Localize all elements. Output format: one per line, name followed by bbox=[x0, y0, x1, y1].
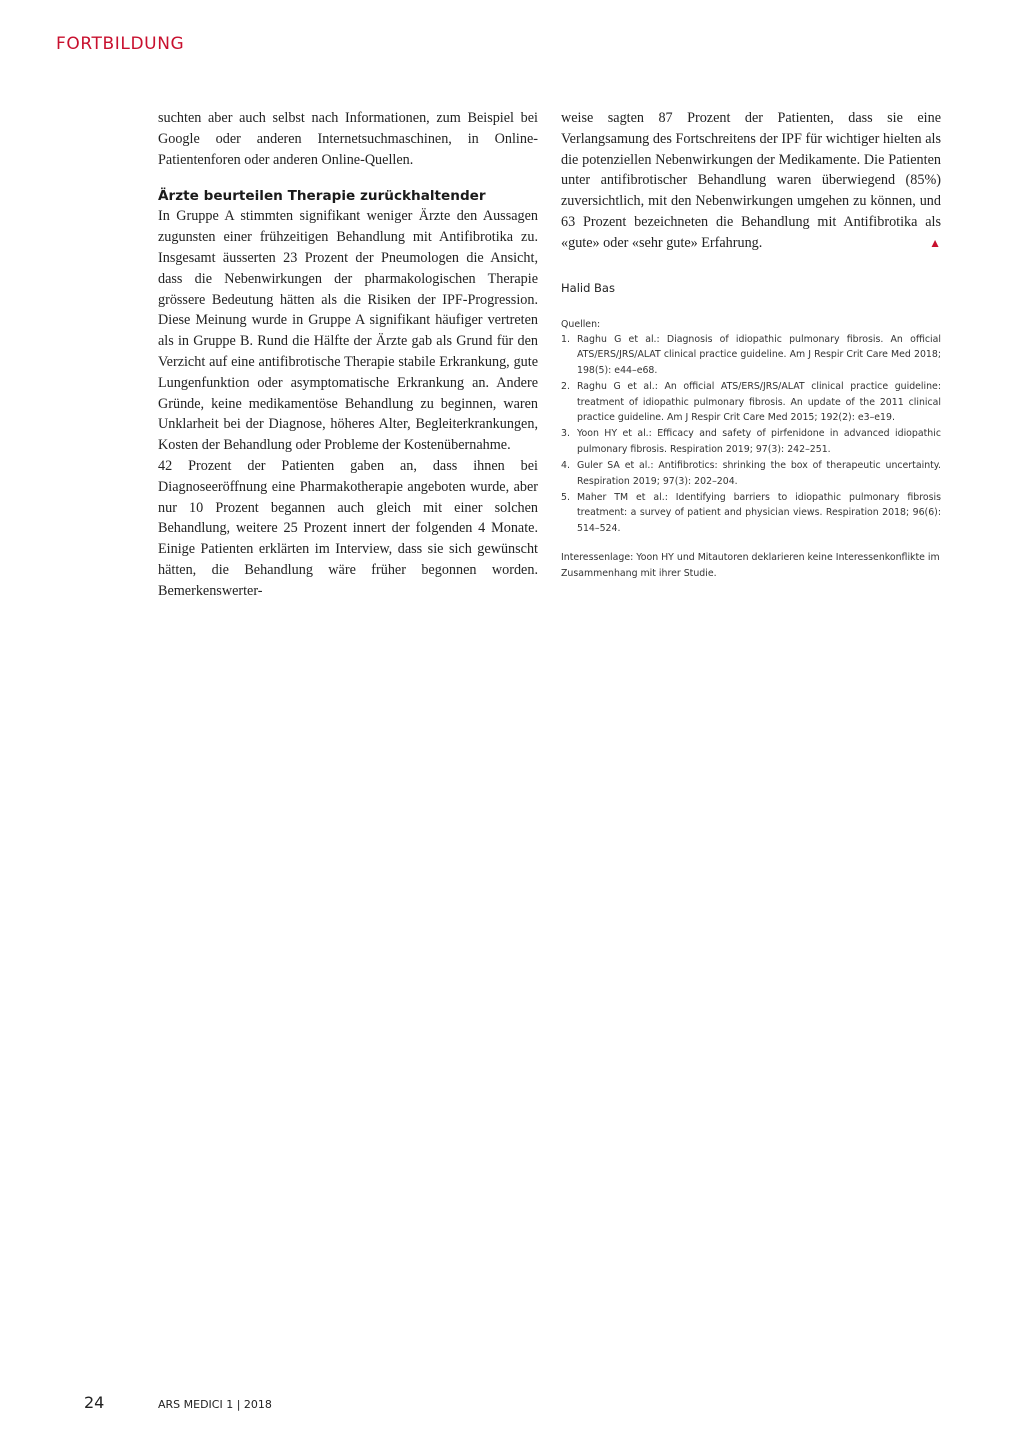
reference-number: 3. bbox=[561, 428, 570, 440]
journal-issue: ARS MEDICI 1 | 2018 bbox=[158, 1398, 272, 1411]
body-paragraph: suchten aber auch selbst nach Informationen, zum Beispiel bei Google oder anderen Internetsuchmaschinen, in Online-Patientenforen oder anderen Online-Quellen. bbox=[158, 110, 538, 168]
reference-text: Maher TM et al.: Identifying barriers to idiopathic pulmonary fibrosis treatment: a survey of patient and physician views. Respiration 2018; 96(6): 514–524. bbox=[577, 492, 941, 534]
reference-number: 5. bbox=[561, 492, 570, 504]
reference-text: Raghu G et al.: Diagnosis of idiopathic pulmonary fibrosis. An official ATS/ERS/JRS/ALAT clinical practice guideline. Am J Respir Crit Care Med 2018; 198(5): e44–e68. bbox=[577, 333, 941, 376]
reference-item bbox=[561, 490, 941, 536]
body-paragraph-text: weise sagten 87 Prozent der Patienten, dass sie eine Verlangsamung des Fortschreitens der IPF für wichtiger hielten als die potenziellen Nebenwirkungen der Medikamente. Die Patienten unter antifibrotischer Behandlung waren überwiegend (85%) zuversichtlich, mit den Nebenwirkungen umgehen zu können, und 63 Prozent bezeichneten die Behandlung mit Antifibrotika als «gute» oder «sehr gute» Erfahrung. bbox=[561, 110, 941, 251]
end-triangle-icon: ▲ bbox=[929, 235, 941, 250]
reference-text: Guler SA et al.: Antifibrotics: shrinking the box of therapeutic uncertainty. Respiration 2019; 97(3): 202–204. bbox=[577, 460, 941, 487]
left-column bbox=[158, 108, 538, 602]
body-paragraph bbox=[561, 108, 941, 254]
reference-text: Yoon HY et al.: Efficacy and safety of pirfenidone in advanced idiopathic pulmonary fibrosis. Respiration 2019; 97(3): 242–251. bbox=[577, 428, 941, 455]
sources-label: Quellen: bbox=[561, 318, 601, 330]
reference-text: Raghu G et al.: An official ATS/ERS/JRS/ALAT clinical practice guideline: treatment of idiopathic pulmonary fibrosis. An update of the 2011 clinical practice guideline. Am J Respir Crit Care Med 2015; 192(2): e3–e19. bbox=[577, 381, 941, 424]
reference-item bbox=[561, 458, 941, 489]
page-number: 24 bbox=[84, 1393, 105, 1412]
body-paragraph: 42 Prozent der Patienten gaben an, dass ihnen bei Diagnoseeröffnung eine Pharmakotherapie angeboten wurde, aber nur 10 Prozent begannen auch gleich mit einer solchen Behandlung, weitere 25 Prozent innert der folgenden 4 Monate. Einige Patienten erklärten im Interview, dass sie sich gewünscht hätten, die Behandlung wäre früher begonnen worden. Bemerkenswerter- bbox=[158, 457, 538, 599]
reference-list bbox=[561, 332, 941, 536]
reference-item bbox=[561, 332, 941, 378]
reference-number: 2. bbox=[561, 381, 570, 393]
author-name: Halid Bas bbox=[561, 280, 615, 295]
subheading: Ärzte beurteilen Therapie zurückhaltender bbox=[158, 188, 486, 205]
conflict-disclosure: Interessenlage: Yoon HY und Mitautoren deklarieren keine Interessenkonflikte im Zusammenhang mit ihrer Studie. bbox=[561, 552, 940, 579]
reference-item bbox=[561, 426, 941, 457]
reference-number: 4. bbox=[561, 460, 570, 472]
reference-item bbox=[561, 379, 941, 425]
body-paragraph: In Gruppe A stimmten signifikant weniger Ärzte den Aussagen zugunsten einer frühzeitigen Behandlung mit Antifibrotika zu. Insgesamt äusserten 23 Prozent der Pneumologen die Ansicht, dass die Nebenwirkungen der pharmakologischen Therapie grössere Bedeutung hätten als die Risiken der IPF-Progression. Diese Meinung wurde in Gruppe A signifikant häufiger vertreten als in Gruppe B. Rund die Hälfte der Ärzte gab als Grund für den Verzicht auf eine antifibrotische Therapie stabile Erkrankung, gute Lungenfunktion oder asymptomatische Erkrankung an. Andere Gründe, keine medikamentöse Behandlung zu beginnen, waren Unklarheit bei der Diagnose, höheres Alter, Begleiterkrankungen, Kosten der Behandlung oder Probleme der Kostenübernahme. bbox=[158, 208, 538, 454]
reference-number: 1. bbox=[561, 333, 570, 345]
right-column bbox=[561, 108, 941, 581]
section-label: FORTBILDUNG bbox=[56, 34, 185, 54]
